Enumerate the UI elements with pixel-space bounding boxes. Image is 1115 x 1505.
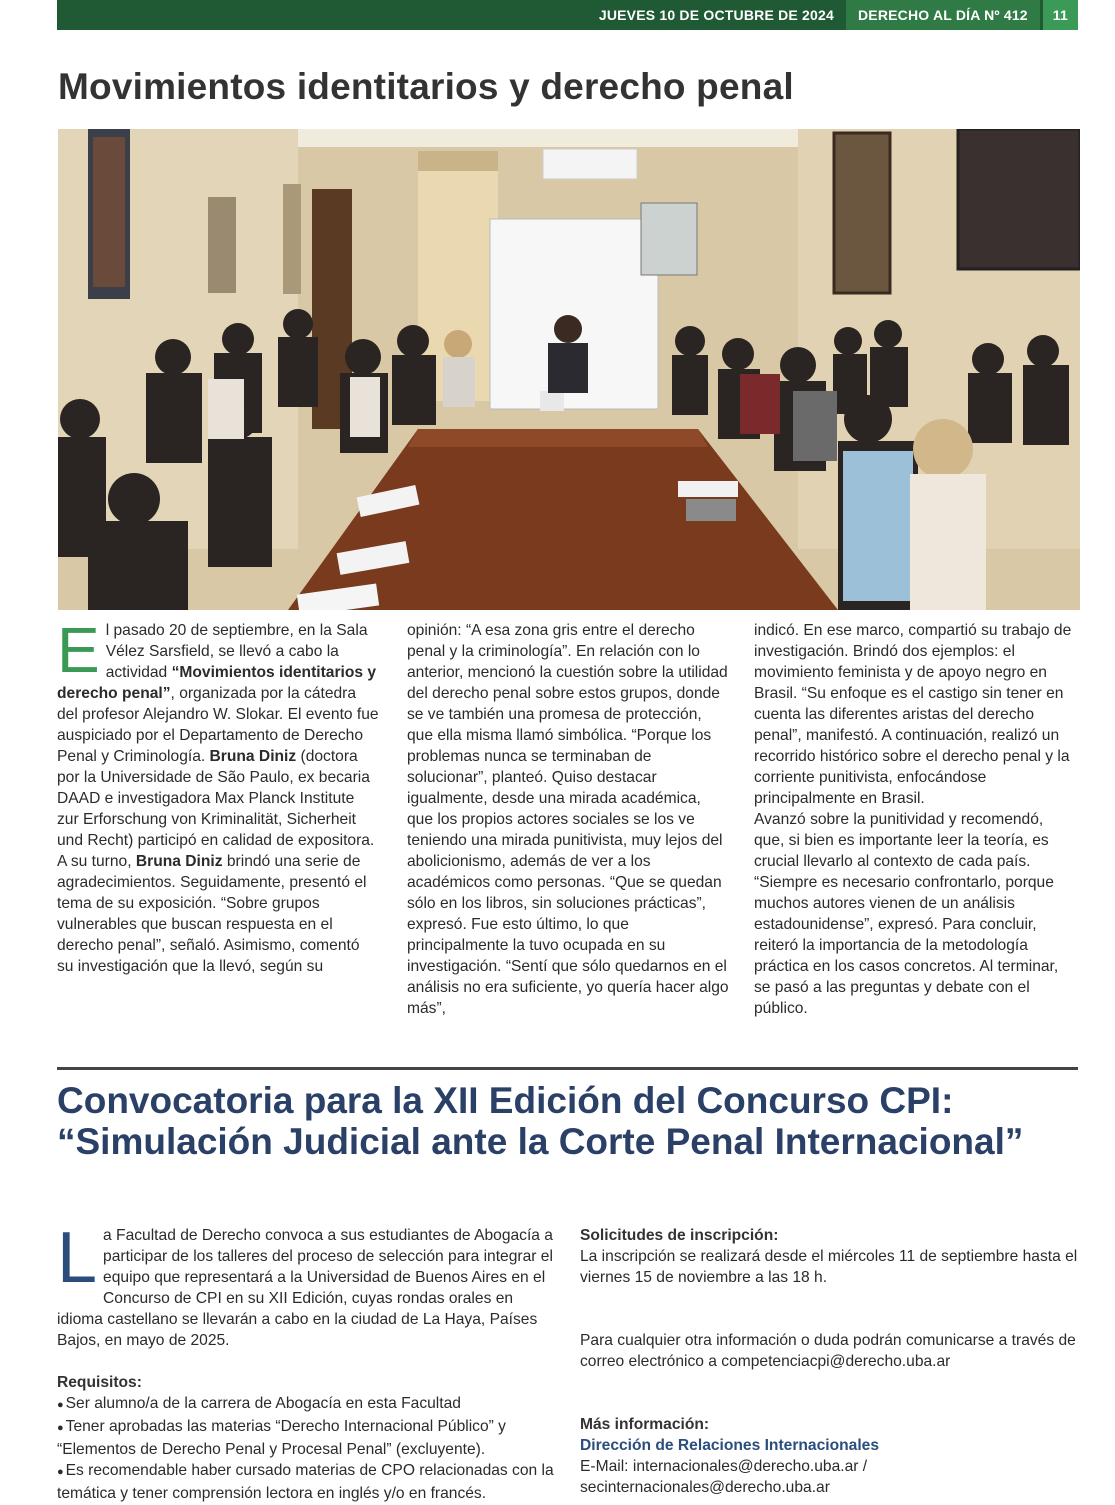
meeting-room-illustration bbox=[58, 129, 1080, 610]
registration-heading: Solicitudes de inscripción: bbox=[580, 1227, 779, 1244]
article1-paragraph-1 bbox=[57, 614, 379, 851]
article2-column-1 bbox=[57, 1218, 562, 1504]
text-run: A su turno, bbox=[57, 853, 136, 870]
article1-paragraph-5: Avanzó sobre la punitividad y recomendó, que, si bien es importante leer la teoría, es crucial llevarlo al contexto de cada país. “Siempre es necesario confrontarlo, porque muchos autores vienen de un análisis estadounidense”, expresó. Para concluir, reiteró la importancia de la metodología práctica en los casos concretos. Al terminar, se pasó a las preguntas y debate con el público. bbox=[754, 811, 1059, 1017]
requirement-item: ● Tener aprobadas las materias “Derecho Internacional Público” y “Elementos de Derecho Penal y Procesal Penal” (excluyente). bbox=[57, 1416, 562, 1460]
section-divider bbox=[57, 1067, 1078, 1070]
header-issue: DERECHO AL DÍA Nº 412 bbox=[846, 0, 1040, 30]
text-run: (doctora por la Universidade de São Paulo, ex becaria DAAD e investigadora Max Planck Institute zur Erforschung von Kriminalität, Sicherheit und Recht) participó en calidad de expositora. bbox=[57, 748, 375, 849]
more-info-email: E-Mail: internacionales@derecho.uba.ar / secinternacionales@derecho.uba.ar bbox=[580, 1458, 868, 1496]
article2-column-2 bbox=[580, 1225, 1085, 1498]
speaker-name: Bruna Diniz bbox=[209, 748, 297, 765]
requirement-item: ● Es recomendable haber cursado materias de CPO relacionadas con la temática y tener comprensión lectora en inglés y/o en francés. bbox=[57, 1460, 562, 1504]
text-run: a Facultad de Derecho convoca a sus estudiantes de Abogacía a participar de los talleres del proceso de selección para integrar el equipo que representará a la Universidad de Buenos Aires en el Concurso de CPI en su XII Edición, cuyas rondas orales en idioma castellano se llevarán a cabo en la ciudad de La Haya, Países Bajos, en mayo de 2025. bbox=[57, 1227, 553, 1349]
registration-text: La inscripción se realizará desde el miércoles 11 de septiembre hasta el viernes 15 de noviembre a las 18 h. bbox=[580, 1248, 1078, 1286]
page-header bbox=[57, 0, 1078, 30]
requirement-item: ● Ser alumno/a de la carrera de Abogacía en esta Facultad bbox=[57, 1393, 562, 1416]
article1-paragraph-2 bbox=[57, 851, 379, 977]
article2-intro bbox=[57, 1218, 562, 1351]
article1-title: Movimientos identitarios y derecho penal bbox=[58, 66, 794, 107]
article1-paragraph-4: indicó. En ese marco, compartió su trabajo de investigación. Brindó dos ejemplos: el movimiento feminista y de apoyo negro en Brasil. “Su enfoque es el castigo sin tener en cuenta las diferentes aristas del derecho penal”, manifestó. A continuación, realizó un recorrido histórico sobre el derecho penal y la corriente punitivista, enfocándose principalmente en Brasil. bbox=[754, 622, 1072, 807]
speaker-name: Bruna Diniz bbox=[135, 853, 223, 870]
dropcap-l: L bbox=[57, 1218, 98, 1298]
page-number: 11 bbox=[1043, 0, 1078, 30]
more-info-heading: Más información: bbox=[580, 1416, 710, 1433]
article1-column-1 bbox=[57, 614, 379, 977]
article1-column-3 bbox=[754, 620, 1076, 1019]
article1-column-2 bbox=[407, 620, 729, 1019]
dropcap-e: E bbox=[57, 614, 100, 686]
text-run: , organizada por la cátedra del profesor Alejandro W. Slokar. El evento fue auspiciado por el Departamento de Derecho Penal y Criminología. bbox=[57, 685, 379, 765]
article2-title: Convocatoria para la XII Edición del Concurso CPI: “Simulación Judicial ante la Corte Penal Internacional” bbox=[57, 1080, 1024, 1162]
header-date: JUEVES 10 DE OCTUBRE DE 2024 bbox=[598, 7, 834, 23]
text-run: l pasado 20 de septiembre, en la Sala Vélez Sarsfield, se llevó a cabo la actividad bbox=[105, 622, 368, 681]
text-run: brindó una serie de agradecimientos. Seguidamente, presentó el tema de su exposición. “Sobre grupos vulnerables que buscan respuesta en el derecho penal”, señaló. Asimismo, comentó su investigación que la llevó, según su bbox=[57, 853, 367, 975]
event-name: “Movimientos identitarios y derecho penal” bbox=[57, 664, 377, 702]
more-info-organization: Dirección de Relaciones Internacionales bbox=[580, 1437, 879, 1454]
article1-body bbox=[57, 614, 1077, 1017]
event-photo bbox=[58, 129, 1080, 610]
article1-paragraph-3: opinión: “A esa zona gris entre el derecho penal y la criminología”. En relación con lo anterior, mencionó la cuestión sobre la utilidad del derecho penal sobre estos grupos, donde se ve también una promesa de protección, que ella misma llamó simbólica. “Porque los problemas nunca se terminaban de solucionar”, planteó. Quiso destacar igualmente, desde una mirada académica, que los propios actores sociales se los ve teniendo una mirada punitivista, muy lejos del abolicionismo, además de ver a los académicos como personas. “Que se quedan sólo en los libros, sin soluciones prácticas”, expresó. Fue esto último, lo que principalmente la tuvo ocupada en su investigación. “Sentí que sólo quedarnos en el análisis no era suficiente, yo quería hacer algo más”, bbox=[407, 622, 729, 1017]
contact-text: Para cualquier otra información o duda podrán comunicarse a través de correo electrónico a competenciacpi@derecho.uba.ar bbox=[580, 1332, 1076, 1370]
requirements-heading: Requisitos: bbox=[57, 1374, 142, 1391]
